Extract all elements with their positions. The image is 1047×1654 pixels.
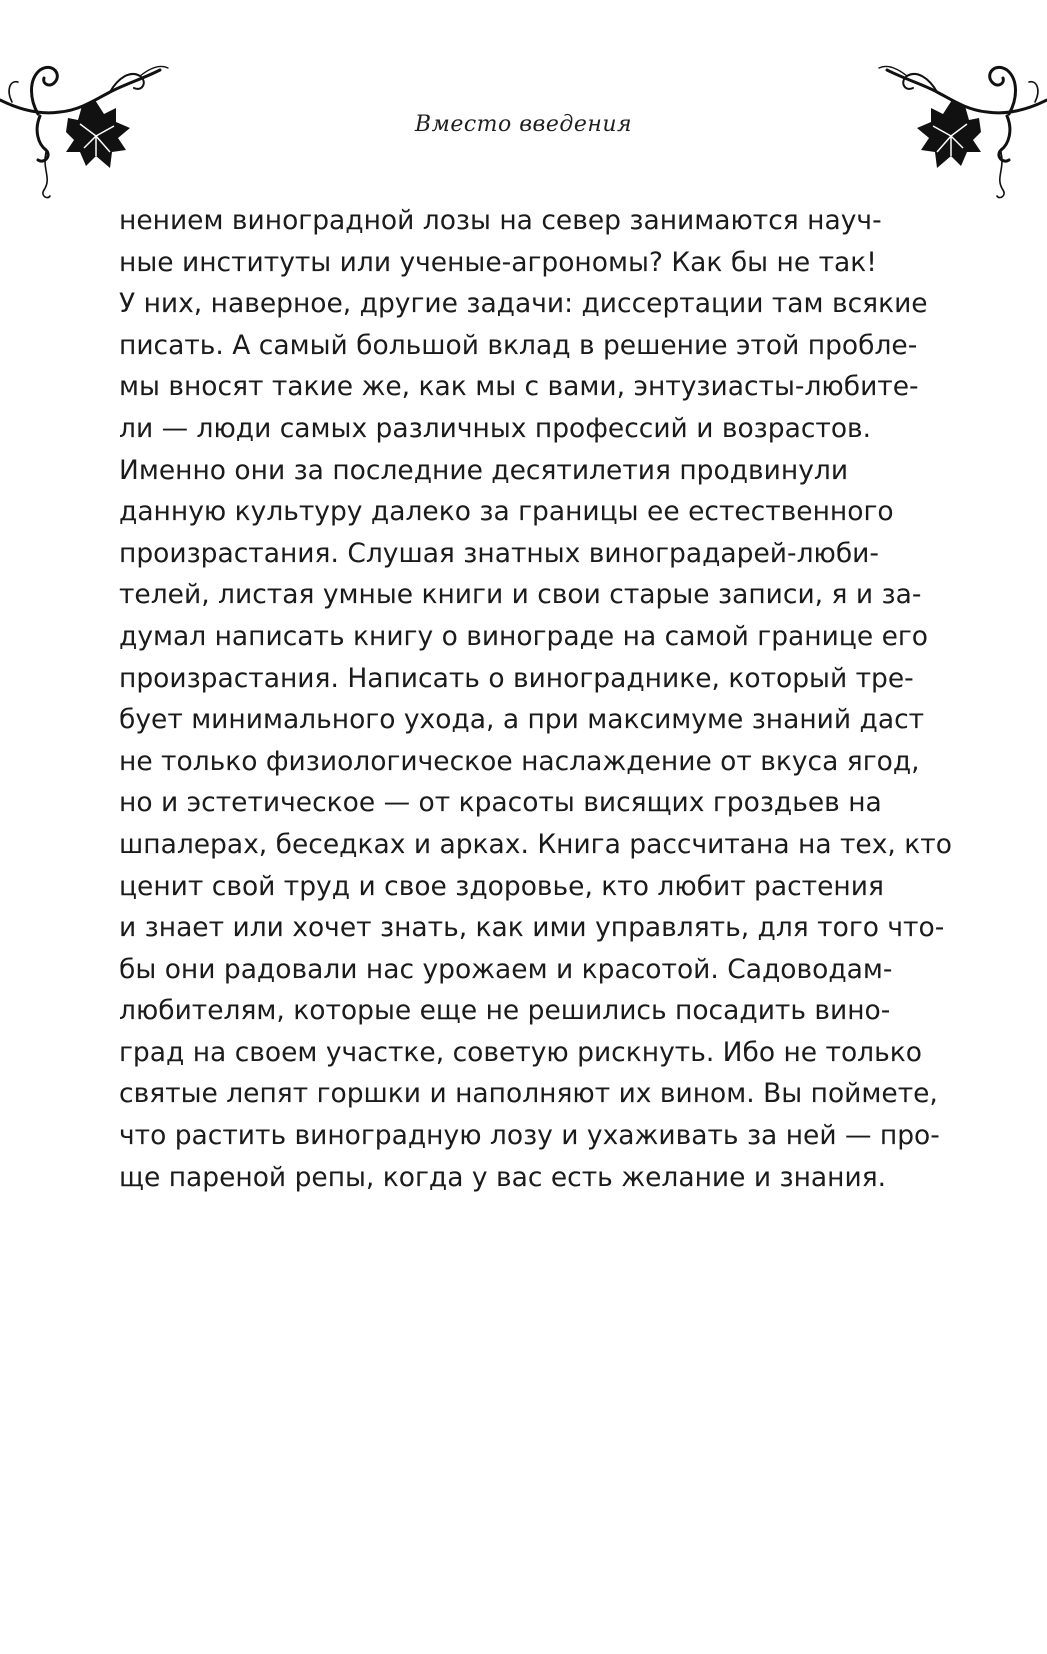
- text-line: святые лепят горшки и наполняют их вином. Вы поймете,: [119, 1078, 938, 1110]
- text-line: писать. А самый большой вклад в решение этой пробле-: [119, 329, 918, 361]
- text-line: произрастания. Написать о винограднике, который тре-: [119, 662, 914, 694]
- text-line: У них, наверное, другие задачи: диссертации там всякие: [119, 288, 928, 320]
- text-line: телей, листая умные книги и свои старые записи, я и за-: [119, 579, 922, 611]
- text-line: нением виноградной лозы на север занимаются науч-: [119, 205, 882, 236]
- text-line: ли — люди самых различных профессий и возрастов.: [119, 412, 872, 444]
- text-line: любителям, которые еще не решились посадить вино-: [119, 995, 891, 1027]
- text-line: град на своем участке, советую рискнуть. Ибо не только: [119, 1036, 922, 1068]
- text-line: ще пареной репы, когда у вас есть желание и знания.: [119, 1161, 887, 1193]
- text-line: не только физиологическое наслаждение от вкуса ягод,: [119, 745, 920, 777]
- text-line: Именно они за последние десятилетия продвинули: [119, 454, 849, 486]
- text-line: шпалерах, беседках и арках. Книга рассчитана на тех, кто: [119, 828, 952, 860]
- body-text: [119, 200, 952, 1198]
- text-line: но и эстетическое — от красоты висящих гроздьев на: [119, 787, 882, 819]
- text-line: ценит свой труд и свое здоровье, кто любит растения: [119, 870, 884, 902]
- text-line: бы они радовали нас урожаем и красотой. Садоводам-: [119, 953, 893, 985]
- text-line: думал написать книгу о винограде на самой границе его: [119, 620, 929, 652]
- text-line: мы вносят такие же, как мы с вами, энтузиасты-любите-: [119, 371, 919, 403]
- text-line: бует минимального ухода, а при максимуме знаний даст: [119, 704, 925, 736]
- text-line: ные институты или ученые-агрономы? Как бы не так!: [119, 246, 877, 278]
- text-line: данную культуру далеко за границы ее естественного: [119, 496, 894, 528]
- text-line: произрастания. Слушая знатных виноградарей-люби-: [119, 537, 879, 569]
- running-header: Вместо введения: [414, 112, 633, 137]
- text-line: и знает или хочет знать, как ими управлять, для того что-: [119, 912, 945, 944]
- text-line: что растить виноградную лозу и ухаживать за ней — про-: [119, 1120, 940, 1152]
